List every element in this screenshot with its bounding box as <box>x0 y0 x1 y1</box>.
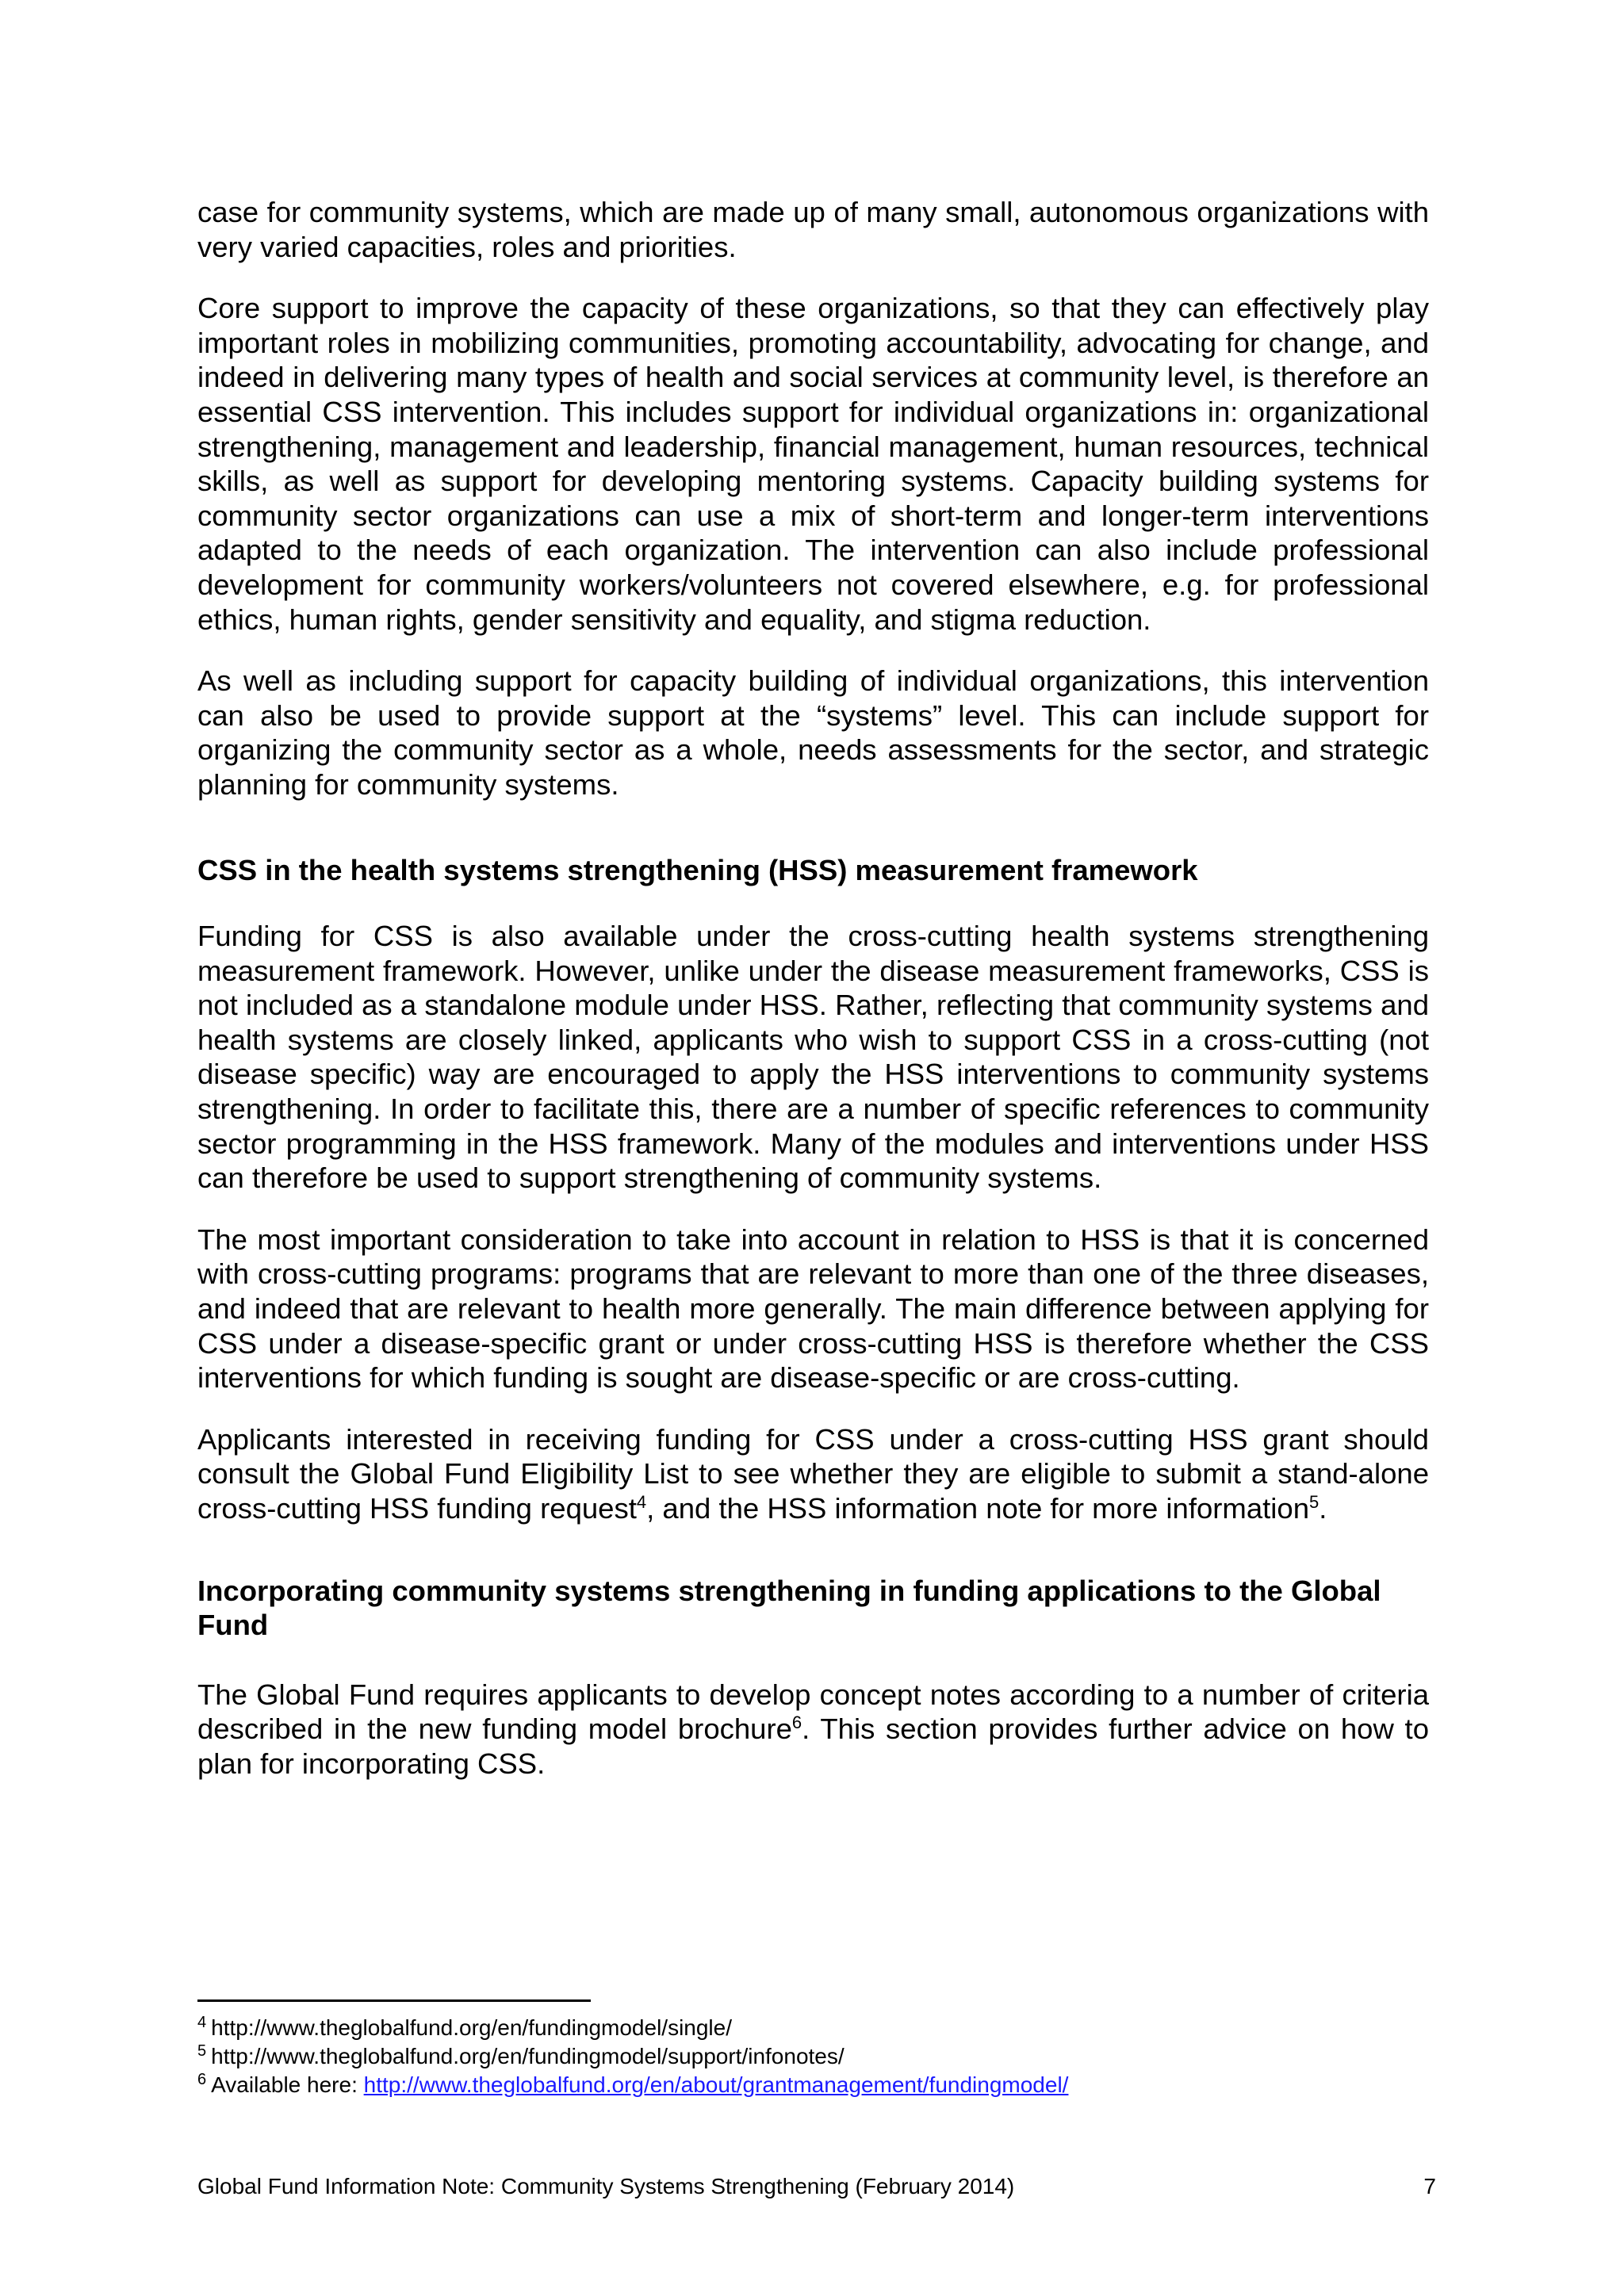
paragraph-core-support: Core support to improve the capacity of these organizations, so that they can effectively play important roles in mobilizing communities, promoting accountability, advocating for change, and indeed in delivering many types of health and social services at community level, is therefore an essential CSS intervention. This includes support for individual organizations in: organizational strengthening, management and leadership, financial management, human resources, technical skills, as well as support for developing mentoring systems. Capacity building systems for community sector organizations can use a mix of short-term and longer-term interventions adapted to the needs of each organization. The intervention can also include professional development for community workers/volunteers not covered elsewhere, e.g. for professional ethics, human rights, gender sensitivity and equality, and stigma reduction. <box>197 292 1429 636</box>
paragraph-text: The Global Fund requires applicants to develop concept notes according to a number of criteria described in the new funding model brochure <box>197 1678 1429 1746</box>
footnote-reference-4[interactable]: 4 <box>636 1491 647 1512</box>
paragraph-text: . This section provides further advice on how to plan for incorporating CSS. <box>197 1712 1429 1780</box>
paragraph-text: . <box>1319 1492 1327 1525</box>
footnote-number: 6 <box>197 2070 207 2088</box>
paragraph-applicants-interested <box>197 1422 1429 1526</box>
footnote-5 <box>197 2042 1429 2071</box>
footnote-number: 4 <box>197 2013 207 2031</box>
paragraph-global-fund-requires <box>197 1678 1429 1781</box>
footnote-4 <box>197 2014 1429 2042</box>
footnote-6 <box>197 2071 1429 2099</box>
paragraph-text: , and the HSS information note for more information <box>646 1492 1309 1525</box>
paragraph-systems-level: As well as including support for capacity building of individual organizations, this intervention can also be used to provide support at the “systems” level. This can include support for organizing the community sector as a whole, needs assessments for the sector, and strategic planning for community systems. <box>197 664 1429 801</box>
paragraph-community-systems: case for community systems, which are made up of many small, autonomous organizations with very varied capacities, roles and priorities. <box>197 196 1429 263</box>
footnote-separator <box>197 1999 591 2002</box>
footnote-prefix: Available here: <box>211 2072 364 2097</box>
paragraph-text: Applicants interested in receiving funding for CSS under a cross-cutting HSS grant should consult the Global Fund Eligibility List to see whether they are eligible to submit a stand-alone cross-cutting HSS funding request <box>197 1422 1429 1525</box>
paragraph-funding-for-css: Funding for CSS is also available under the cross-cutting health systems strengthening measurement framework. However, unlike under the disease measurement frameworks, CSS is not included as a standalone module under HSS. Rather, reflecting that community systems and health systems are closely linked, applicants who wish to support CSS in a cross-cutting (not disease specific) way are encouraged to apply the HSS interventions to community systems strengthening. In order to facilitate this, there are a number of specific references to community sector programming in the HSS framework. Many of the modules and interventions under HSS can therefore be used to support strengthening of community systems. <box>197 920 1429 1195</box>
footnote-number: 5 <box>197 2042 207 2060</box>
footnote-reference-6[interactable]: 6 <box>791 1712 802 1733</box>
funding-model-link[interactable]: http://www.theglobalfund.org/en/about/grantmanagement/fundingmodel/ <box>363 2072 1069 2097</box>
footnote-reference-5[interactable]: 5 <box>1309 1491 1320 1512</box>
page-number: 7 <box>1423 2174 1436 2198</box>
footnote-text: http://www.theglobalfund.org/en/fundingmodel/support/infonotes/ <box>211 2044 845 2068</box>
paragraph-important-consideration: The most important consideration to take into account in relation to HSS is that it is concerned with cross-cutting programs: programs that are relevant to more than one of the three diseases, and indeed that are relevant to health more generally. The main difference between applying for CSS under a disease-specific grant or under cross-cutting HSS is therefore whether the CSS interventions for which funding is sought are disease-specific or are cross-cutting. <box>197 1223 1429 1395</box>
section-heading-incorporating-css: Incorporating community systems strengthening in funding applications to the Global Fund <box>197 1574 1381 1642</box>
footer-document-title: Global Fund Information Note: Community Systems Strengthening (February 2014) <box>197 2174 1015 2198</box>
document-body <box>197 195 1429 1808</box>
section-heading-hss-framework: CSS in the health systems strengthening (HSS) measurement framework <box>197 853 1198 886</box>
footnotes <box>197 2014 1429 2099</box>
footnote-text: http://www.theglobalfund.org/en/fundingmodel/single/ <box>211 2015 733 2040</box>
